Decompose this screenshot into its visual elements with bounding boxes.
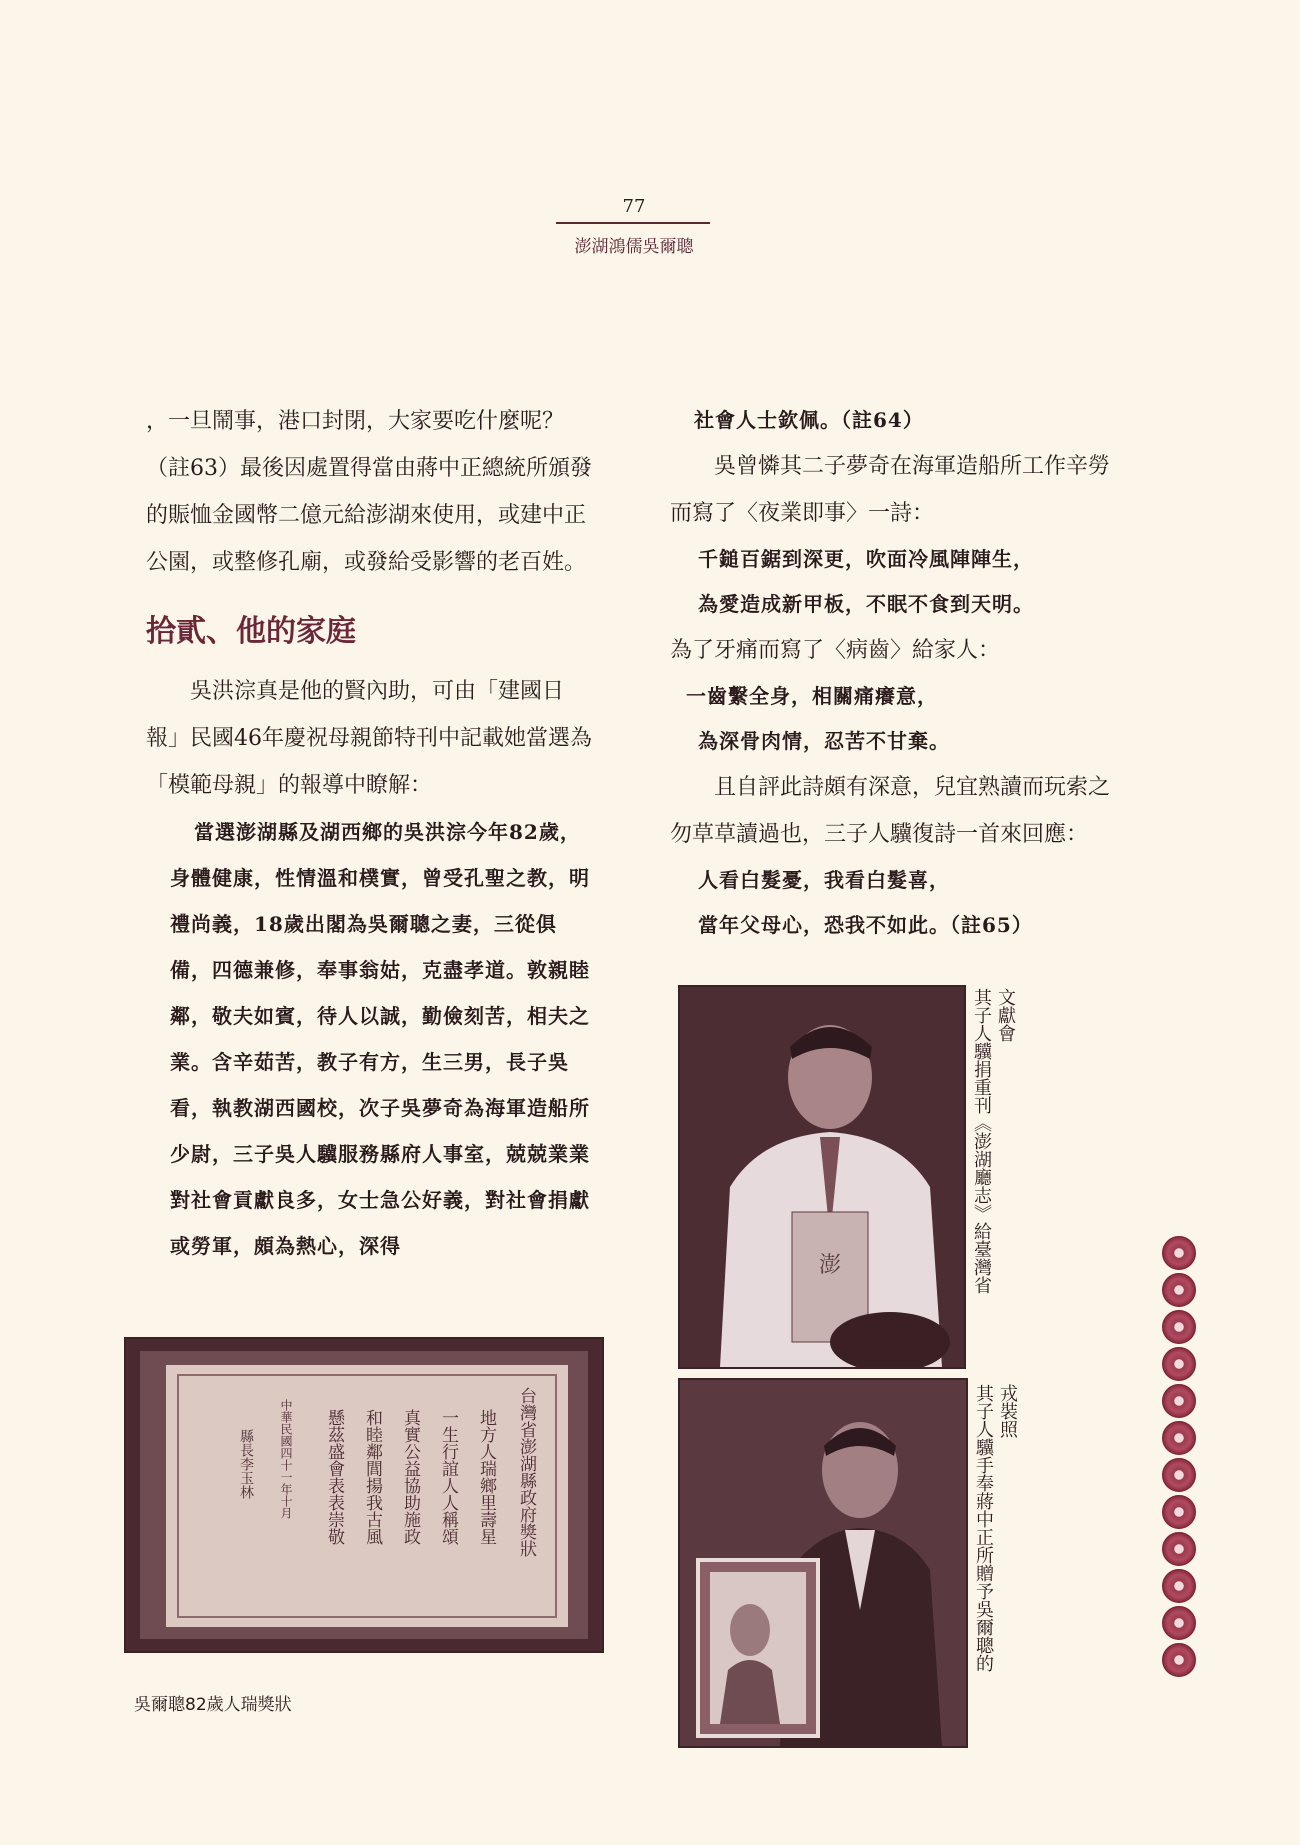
certificate-title: 台灣省澎湖縣政府獎狀 — [516, 1387, 536, 1557]
photo1-caption-line1: 其子人驥捐重刊《澎湖廳志》給臺灣省 — [971, 988, 992, 1294]
right-column — [670, 398, 1120, 948]
decorative-circle-icon — [1162, 1643, 1196, 1677]
photo-son-holding-book — [678, 985, 966, 1369]
portrait-image — [680, 1380, 966, 1746]
certificate-photo — [124, 1337, 604, 1653]
decorative-circle-border — [1160, 1236, 1198, 1680]
certificate-col-1: 地方人瑞鄉里壽星 — [476, 1409, 496, 1545]
decorative-circle-icon — [1162, 1532, 1196, 1566]
decorative-circle-icon — [1162, 1569, 1196, 1603]
decorative-circle-icon — [1162, 1347, 1196, 1381]
decorative-circle-icon — [1162, 1384, 1196, 1418]
poem-line: 人看白髮憂，我看白髮喜， — [698, 868, 950, 892]
decorative-circle-icon — [1162, 1606, 1196, 1640]
certificate-col-4: 和睦鄰閭揚我古風 — [362, 1409, 382, 1545]
poem-reply — [670, 858, 1120, 948]
photo2-caption-line2: 戎裝照 — [997, 1384, 1018, 1438]
portrait-image — [680, 987, 964, 1367]
certificate-date: 中華民國四十一年十月 — [279, 1399, 293, 1519]
header-rule — [556, 222, 710, 224]
poem-line: 為愛造成新甲板，不眠不食到天明。 — [698, 592, 1034, 616]
decorative-circle-icon — [1162, 1310, 1196, 1344]
poem-line: 為深骨肉情，忍苦不甘棄。 — [698, 729, 950, 753]
paragraph-5: 且自評此詩頗有深意，兒宜熟讀而玩索之勿草草讀過也，三子人驥復詩一首來回應： — [670, 775, 1111, 847]
running-head: 澎湖鴻儒吳爾聰 — [574, 237, 694, 257]
model-mother-quote: 當選澎湖縣及湖西鄉的吳洪淙今年82歲，身體健康，性情溫和樸實，曾受孔聖之教，明禮尚義，18歲出閣為吳爾聰之妻，三從俱備，四德兼修，奉事翁姑，克盡孝道。敦親睦鄰，敬夫如賓，待人以誠，勤儉刻苦，相夫之業。含辛茹苦，教子有方，生三男，長子吳看，執教湖西國校，次子吳夢奇為海軍造船所少尉，三子吳人驥服務縣府人事室，兢兢業業對社會貢獻良多，女士急公好義，對社會捐獻或勞軍，頗為熱心，深得 — [170, 820, 590, 1258]
decorative-circle-icon — [1162, 1273, 1196, 1307]
certificate-col-3: 真實公益協助施政 — [400, 1409, 420, 1545]
poem-line: 千鎚百鋸到深更，吹面冷風陣陣生， — [698, 547, 1034, 571]
poem-line: 一齒繫全身，相關痛癢意， — [686, 684, 938, 708]
poem-night-work — [670, 537, 1120, 627]
certificate-caption: 吳爾聰82歲人瑞獎狀 — [134, 1695, 292, 1715]
section-heading: 拾貳、他的家庭 — [146, 614, 356, 649]
certificate-signer: 縣長李玉林 — [238, 1429, 254, 1499]
decorative-circle-icon — [1162, 1421, 1196, 1455]
certificate-image — [126, 1339, 602, 1651]
paragraph-2: 吳洪淙真是他的賢內助，可由「建國日報」民國46年慶祝母親節特刊中記載她當選為「模範母親」的報導中瞭解： — [146, 679, 592, 798]
photo-son-holding-portrait — [678, 1378, 968, 1748]
svg-text:澎: 澎 — [818, 1253, 842, 1278]
photo2-caption-line1: 其子人驥手奉蔣中正所贈予吳爾聰的 — [973, 1384, 994, 1672]
paragraph-1: ，一旦鬧事，港口封閉，大家要吃什麼呢？（註63）最後因處置得當由蔣中正總統所頒發的賑恤金國幣二億元給澎湖來使用，或建中正公園，或整修孔廟，或發給受影響的老百姓。 — [146, 409, 592, 575]
decorative-circle-icon — [1162, 1495, 1196, 1529]
paragraph-4: 為了牙痛而寫了〈病齒〉給家人： — [670, 638, 1001, 663]
certificate-col-2: 一生行誼人人稱頌 — [438, 1409, 458, 1545]
poem-line: 當年父母心，恐我不如此。（註65） — [698, 913, 1033, 937]
decorative-circle-icon — [1162, 1236, 1196, 1270]
photo1-caption-line2: 文獻會 — [995, 988, 1016, 1042]
quote-ending: 社會人士欽佩。（註64） — [694, 408, 924, 432]
left-column — [146, 398, 592, 1269]
decorative-circle-icon — [1162, 1458, 1196, 1492]
paragraph-3: 吳曾憐其二子夢奇在海軍造船所工作辛勞而寫了〈夜業即事〉一詩： — [670, 454, 1111, 526]
poem-tooth — [670, 674, 1120, 764]
certificate-col-5: 懸茲盛會表表崇敬 — [324, 1409, 344, 1545]
page-number: 77 — [622, 196, 646, 217]
